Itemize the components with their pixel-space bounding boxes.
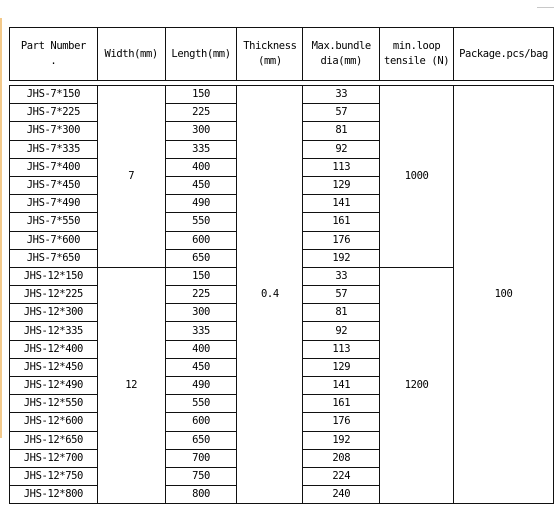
cell-length: 400 xyxy=(165,340,237,358)
cell-part-number: JHS-12*650 xyxy=(10,431,98,449)
cell-max-bundle-dia: 33 xyxy=(303,86,380,104)
cell-part-number: JHS-7*225 xyxy=(10,104,98,122)
top-divider xyxy=(537,7,554,8)
cell-part-number: JHS-7*650 xyxy=(10,249,98,267)
cell-max-bundle-dia: 57 xyxy=(303,104,380,122)
cell-max-bundle-dia: 176 xyxy=(303,231,380,249)
cell-length: 225 xyxy=(165,286,237,304)
cell-part-number: JHS-12*150 xyxy=(10,267,98,285)
cell-max-bundle-dia: 224 xyxy=(303,467,380,485)
cell-length: 750 xyxy=(165,467,237,485)
cell-length: 150 xyxy=(165,267,237,285)
header-package: Package.pcs/bag xyxy=(454,28,554,81)
cell-part-number: JHS-12*300 xyxy=(10,304,98,322)
header-min-loop: min.loop tensile (N) xyxy=(380,28,454,81)
cell-length: 150 xyxy=(165,86,237,104)
cell-part-number: JHS-7*300 xyxy=(10,122,98,140)
cell-max-bundle-dia: 192 xyxy=(303,249,380,267)
cell-part-number: JHS-7*600 xyxy=(10,231,98,249)
cell-part-number: JHS-12*400 xyxy=(10,340,98,358)
cell-part-number: JHS-7*450 xyxy=(10,176,98,194)
cell-length: 800 xyxy=(165,486,237,504)
table-body xyxy=(10,86,554,504)
cell-part-number: JHS-7*550 xyxy=(10,213,98,231)
cell-length: 300 xyxy=(165,122,237,140)
cell-max-bundle-dia: 141 xyxy=(303,195,380,213)
cell-part-number: JHS-7*490 xyxy=(10,195,98,213)
cell-max-bundle-dia: 81 xyxy=(303,304,380,322)
cell-length: 300 xyxy=(165,304,237,322)
cell-thickness: 0.4 xyxy=(237,86,303,504)
cell-max-bundle-dia: 57 xyxy=(303,286,380,304)
cell-max-bundle-dia: 176 xyxy=(303,413,380,431)
cell-max-bundle-dia: 161 xyxy=(303,395,380,413)
cell-max-bundle-dia: 92 xyxy=(303,140,380,158)
cell-max-bundle-dia: 81 xyxy=(303,122,380,140)
table-row xyxy=(10,86,554,104)
cell-max-bundle-dia: 161 xyxy=(303,213,380,231)
cell-width: 12 xyxy=(97,267,165,503)
cell-max-bundle-dia: 129 xyxy=(303,358,380,376)
cell-length: 450 xyxy=(165,358,237,376)
cell-max-bundle-dia: 113 xyxy=(303,158,380,176)
cell-part-number: JHS-12*800 xyxy=(10,486,98,504)
cell-length: 650 xyxy=(165,249,237,267)
cell-length: 550 xyxy=(165,395,237,413)
cell-max-bundle-dia: 240 xyxy=(303,486,380,504)
cell-length: 700 xyxy=(165,449,237,467)
cell-part-number: JHS-7*335 xyxy=(10,140,98,158)
cell-max-bundle-dia: 92 xyxy=(303,322,380,340)
cell-part-number: JHS-12*450 xyxy=(10,358,98,376)
left-edge-bar xyxy=(0,18,2,438)
cell-length: 490 xyxy=(165,195,237,213)
cell-max-bundle-dia: 208 xyxy=(303,449,380,467)
cell-part-number: JHS-12*750 xyxy=(10,467,98,485)
header-row xyxy=(10,28,554,81)
header-thickness: Thickness (mm) xyxy=(237,28,303,81)
cell-max-bundle-dia: 141 xyxy=(303,377,380,395)
cell-package: 100 xyxy=(454,86,554,504)
cell-part-number: JHS-12*700 xyxy=(10,449,98,467)
cell-length: 650 xyxy=(165,431,237,449)
cell-max-bundle-dia: 33 xyxy=(303,267,380,285)
header-width: Width(mm) xyxy=(97,28,165,81)
cell-max-bundle-dia: 192 xyxy=(303,431,380,449)
header-part-number: Part Number . xyxy=(10,28,98,81)
cell-length: 225 xyxy=(165,104,237,122)
cell-part-number: JHS-7*400 xyxy=(10,158,98,176)
cell-part-number: JHS-12*335 xyxy=(10,322,98,340)
cell-part-number: JHS-7*150 xyxy=(10,86,98,104)
cell-part-number: JHS-12*600 xyxy=(10,413,98,431)
header-max-bundle: Max.bundle dia(mm) xyxy=(303,28,380,81)
cell-part-number: JHS-12*550 xyxy=(10,395,98,413)
cell-length: 490 xyxy=(165,377,237,395)
cell-min-loop-tensile: 1200 xyxy=(380,267,454,503)
cell-length: 400 xyxy=(165,158,237,176)
cable-tie-spec-table xyxy=(9,27,554,504)
cell-part-number: JHS-12*490 xyxy=(10,377,98,395)
cell-length: 335 xyxy=(165,140,237,158)
cell-max-bundle-dia: 129 xyxy=(303,176,380,194)
cell-max-bundle-dia: 113 xyxy=(303,340,380,358)
cell-width: 7 xyxy=(97,86,165,268)
cell-min-loop-tensile: 1000 xyxy=(380,86,454,268)
cell-length: 550 xyxy=(165,213,237,231)
cell-length: 600 xyxy=(165,413,237,431)
cell-part-number: JHS-12*225 xyxy=(10,286,98,304)
cell-length: 450 xyxy=(165,176,237,194)
cell-length: 335 xyxy=(165,322,237,340)
cell-length: 600 xyxy=(165,231,237,249)
header-length: Length(mm) xyxy=(165,28,237,81)
